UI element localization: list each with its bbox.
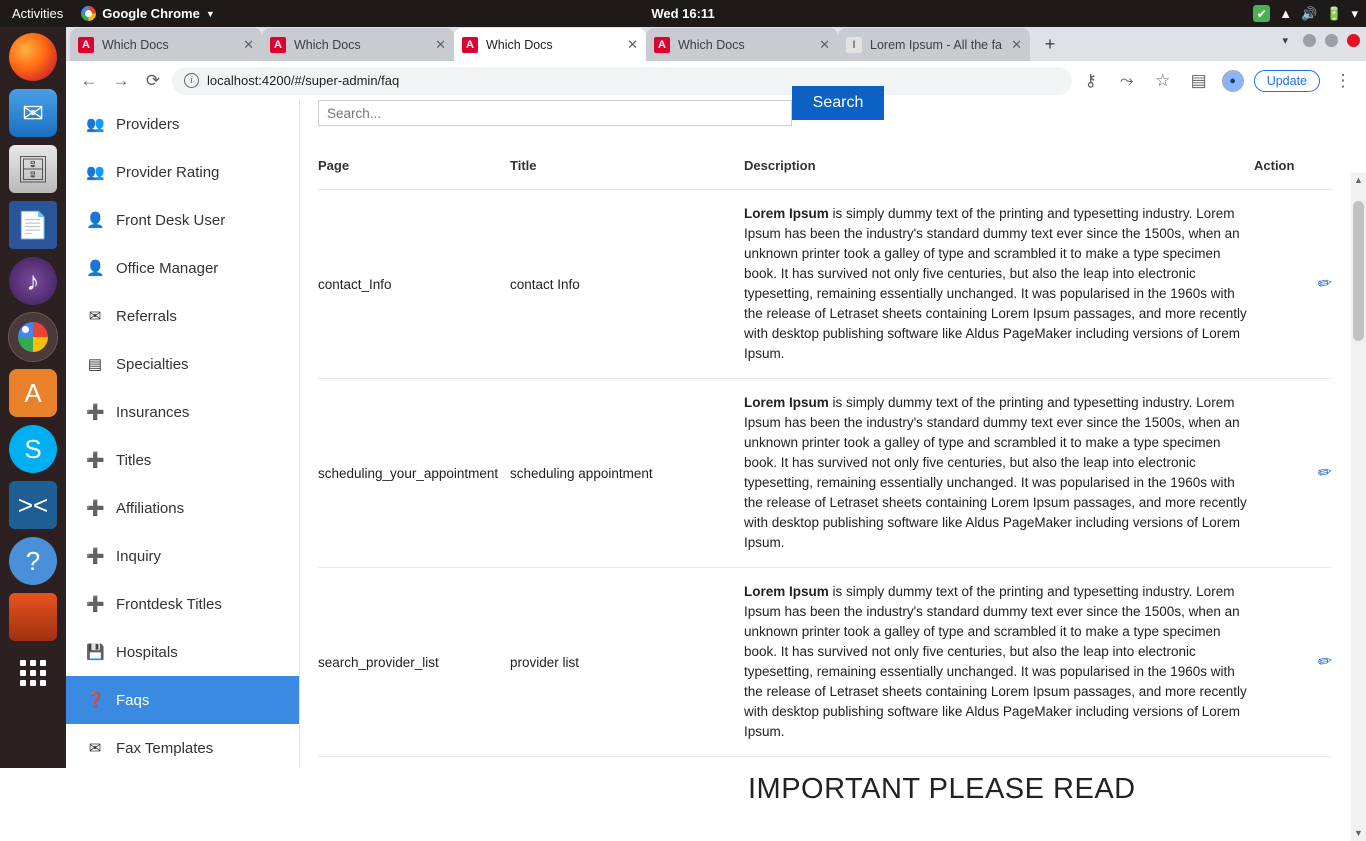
sidebar-item-label: Titles (116, 451, 152, 469)
column-header-title: Title (510, 150, 744, 190)
chrome-window (66, 27, 1366, 838)
dock-item-rhythmbox[interactable]: ♪ (9, 257, 57, 305)
dock-item-thunderbird[interactable]: ✉ (9, 89, 57, 137)
browser-toolbar (66, 61, 1366, 100)
desc-body: is simply dummy text of the printing and typesetting industry. Lorem Ipsum has been the industry's standard dummy text ever since the 1500s, when an unknown printer took a galley of type and scrambled it to make a type specimen book. It has survived not only five centuries, but also the leap into electronic typesetting, remaining essentially unchanged. It was popularised in the 1960s with the release of Letraset sheets containing Lorem Ipsum passages, and more recently with desktop publishing software like Aldus PageMaker including versions of Lorem Ipsum. (744, 395, 1247, 550)
close-icon[interactable]: ✕ (1011, 36, 1022, 52)
column-header-page: Page (318, 150, 510, 190)
tab-title: Which Docs (294, 37, 361, 52)
volume-icon: 🔊 (1301, 6, 1318, 21)
desc-lead: Lorem Ipsum (744, 395, 829, 410)
cell-description (744, 568, 1254, 757)
sidebar-item-faqs[interactable] (66, 676, 299, 724)
power-menu-icon: ▾ (1351, 6, 1358, 21)
browser-tab-active[interactable] (454, 28, 646, 61)
sidebar-item-label: Affiliations (116, 499, 185, 517)
cell-title: contact Info (510, 190, 744, 379)
sidebar-item-label: Provider Rating (116, 163, 220, 181)
battery-icon: 🔋 (1326, 6, 1343, 21)
sidebar-item-specialties[interactable] (66, 340, 299, 388)
sidebar-item-titles[interactable] (66, 436, 299, 484)
browser-tab[interactable] (838, 28, 1030, 61)
tab-title: Which Docs (678, 37, 745, 52)
sidebar-item-provider-rating[interactable] (66, 148, 299, 196)
list-icon: ▤ (87, 356, 103, 373)
dock-item-vs-code[interactable]: >< (9, 481, 57, 529)
url-text: localhost:4200/#/super-admin/faq (207, 73, 400, 88)
tab-title: Which Docs (486, 37, 553, 52)
avatar[interactable]: ● (1222, 70, 1244, 92)
angular-icon: A (270, 37, 286, 53)
dock-item-ubuntu[interactable] (9, 593, 57, 641)
key-icon[interactable]: ⚷ (1084, 70, 1097, 90)
close-icon[interactable]: ✕ (243, 36, 254, 52)
tab-strip (66, 27, 1366, 61)
tab-title: Lorem Ipsum - All the fa (870, 37, 1003, 52)
cell-action (1254, 568, 1332, 757)
faq-table (318, 150, 1332, 757)
minimize-button[interactable] (1303, 34, 1316, 47)
sidebar-item-label: Front Desk User (116, 211, 226, 229)
share-icon[interactable]: ⤳ (1119, 70, 1134, 90)
sidebar-item-label: Frontdesk Titles (116, 595, 222, 613)
show-applications-button[interactable] (9, 649, 57, 697)
sidebar-item-label: Specialties (116, 355, 189, 373)
user-icon: 👤 (86, 212, 105, 229)
sidebar-item-affiliations[interactable] (66, 484, 299, 532)
sidebar-item-label: Faqs (116, 691, 150, 709)
sidebar-item-inquiry[interactable] (66, 532, 299, 580)
plus-square-icon: ➕ (86, 404, 105, 421)
cell-action (1254, 190, 1332, 379)
cell-description (744, 379, 1254, 568)
back-icon[interactable]: ← (80, 70, 98, 90)
cell-description (744, 190, 1254, 379)
angular-icon: A (462, 37, 478, 53)
table-row (318, 379, 1332, 568)
sidebar-item-hospitals[interactable] (66, 628, 299, 676)
sidebar-item-label: Fax Templates (116, 739, 214, 757)
cell-page: contact_Info (318, 190, 510, 379)
site-info-icon[interactable]: i (184, 73, 199, 88)
search-button[interactable]: Search (792, 86, 884, 120)
sidebar-item-label: Insurances (116, 403, 190, 421)
app-menu[interactable] (75, 6, 220, 21)
sidebar-item-label: Office Manager (116, 259, 219, 277)
search-input[interactable] (318, 100, 792, 126)
table-header-row (318, 150, 1332, 190)
edit-icon[interactable]: ✏ (1316, 461, 1334, 484)
update-button[interactable]: Update (1254, 70, 1320, 92)
dock-item-files[interactable]: 🗄 (9, 145, 57, 193)
chrome-menu-icon[interactable]: ⋮ (1334, 70, 1352, 90)
clock[interactable]: Wed 16:11 (651, 6, 715, 21)
question-icon: ❓ (86, 692, 105, 709)
chrome-icon (81, 6, 96, 21)
dock-item-libreoffice-writer[interactable]: 📄 (9, 201, 57, 249)
cell-action (1254, 379, 1332, 568)
scrollbar-thumb[interactable] (1353, 201, 1364, 341)
scroll-down-icon[interactable]: ▼ (1354, 828, 1363, 838)
cell-page: scheduling_your_appointment (318, 379, 510, 568)
sidebar-item-office-manager[interactable] (66, 244, 299, 292)
close-icon[interactable]: ✕ (819, 36, 830, 52)
address-bar[interactable] (172, 67, 1072, 95)
shield-check-icon: ✔ (1253, 5, 1270, 22)
table-row (318, 190, 1332, 379)
tab-search-icon[interactable]: ▾ (1282, 35, 1288, 47)
chrome-icon (18, 322, 48, 352)
desc-lead: Lorem Ipsum (744, 206, 829, 221)
close-icon[interactable]: ✕ (435, 36, 446, 52)
cell-title: scheduling appointment (510, 379, 744, 568)
sidebar-item-label: Hospitals (116, 643, 178, 661)
doc-icon: I (846, 37, 862, 53)
desc-lead: Lorem Ipsum (744, 584, 829, 599)
dock-item-google-chrome[interactable] (9, 313, 57, 361)
plus-square-icon: ➕ (86, 500, 105, 517)
sidebar-item-label: Providers (116, 115, 180, 133)
system-tray[interactable] (1253, 0, 1358, 27)
edit-icon[interactable]: ✏ (1316, 272, 1334, 295)
table-row (318, 568, 1332, 757)
reload-icon[interactable]: ⟳ (145, 70, 161, 90)
activities-button[interactable]: Activities (12, 6, 64, 21)
toolbar-actions (1078, 70, 1356, 92)
sidebar-item-providers[interactable] (66, 100, 299, 148)
sidebar-item-fax-templates[interactable] (66, 724, 299, 772)
dock-item-firefox[interactable] (9, 33, 57, 81)
desc-body: is simply dummy text of the printing and typesetting industry. Lorem Ipsum has been the industry's standard dummy text ever since the 1500s, when an unknown printer took a galley of type and scrambled it to make a type specimen book. It has survived not only five centuries, but also the leap into electronic typesetting, remaining essentially unchanged. It was popularised in the 1960s with the release of Letraset sheets containing Lorem Ipsum passages, and more recently with desktop publishing software like Aldus PageMaker including versions of Lorem Ipsum. (744, 206, 1247, 361)
dock-item-help[interactable]: ? (9, 537, 57, 585)
new-tab-button[interactable]: + (1044, 33, 1056, 54)
angular-icon: A (78, 37, 94, 53)
os-top-bar (0, 0, 1366, 27)
envelope-icon: ✉ (88, 740, 102, 757)
sidebar-item-label: Referrals (116, 307, 177, 325)
rating-icon: 👥 (86, 164, 105, 181)
cell-title: provider list (510, 568, 744, 757)
providers-icon: 👥 (86, 116, 105, 133)
browser-tab[interactable] (646, 28, 838, 61)
browser-tab[interactable] (262, 28, 454, 61)
sidebar-item-frontdesk-titles[interactable] (66, 580, 299, 628)
grid-icon (20, 660, 46, 686)
edit-icon[interactable]: ✏ (1316, 650, 1334, 673)
web-page (66, 94, 1366, 838)
app-menu-label: Google Chrome (102, 6, 200, 21)
chevron-down-icon: ▼ (205, 8, 215, 19)
bookmark-star-icon[interactable]: ☆ (1155, 70, 1171, 90)
plus-square-icon: ➕ (86, 452, 105, 469)
close-window-button[interactable] (1347, 34, 1360, 47)
wifi-icon: ▲ (1279, 6, 1293, 21)
sidebar-item-front-desk-user[interactable] (66, 196, 299, 244)
plus-square-icon: ➕ (86, 548, 105, 565)
search-row (318, 94, 1350, 134)
important-notice: IMPORTANT PLEASE READ (748, 773, 1136, 805)
sidebar-item-label: Inquiry (116, 547, 162, 565)
cell-page: search_provider_list (318, 568, 510, 757)
side-panel-icon[interactable]: ▤ (1190, 70, 1207, 90)
page-scrollbar[interactable] (1351, 173, 1366, 841)
angular-icon: A (654, 37, 670, 53)
tab-title: Which Docs (102, 37, 169, 52)
dock-item-skype[interactable]: S (9, 425, 57, 473)
save-icon: 💾 (86, 644, 105, 661)
desc-body: is simply dummy text of the printing and typesetting industry. Lorem Ipsum has been the industry's standard dummy text ever since the 1500s, when an unknown printer took a galley of type and scrambled it to make a type specimen book. It has survived not only five centuries, but also the leap into electronic typesetting, remaining essentially unchanged. It was popularised in the 1960s with the release of Letraset sheets containing Lorem Ipsum passages, and more recently with desktop publishing software like Aldus PageMaker including versions of Lorem Ipsum. (744, 584, 1247, 739)
browser-tab[interactable] (70, 28, 262, 61)
close-icon[interactable]: ✕ (627, 36, 638, 52)
column-header-action: Action (1254, 150, 1332, 190)
sidebar (66, 100, 300, 768)
sidebar-item-referrals[interactable] (66, 292, 299, 340)
dock-item-ubuntu-software[interactable]: A (9, 369, 57, 417)
sidebar-item-insurances[interactable] (66, 388, 299, 436)
faq-content (300, 94, 1350, 805)
plus-square-icon: ➕ (86, 596, 105, 613)
ubuntu-dock (0, 27, 66, 768)
column-header-description: Description (744, 150, 1254, 190)
maximize-button[interactable] (1325, 34, 1338, 47)
window-controls (1282, 34, 1360, 47)
forward-icon[interactable]: → (112, 70, 130, 90)
scroll-up-icon[interactable]: ▲ (1354, 175, 1363, 185)
user-icon: 👤 (86, 260, 105, 277)
envelope-icon: ✉ (88, 308, 102, 325)
